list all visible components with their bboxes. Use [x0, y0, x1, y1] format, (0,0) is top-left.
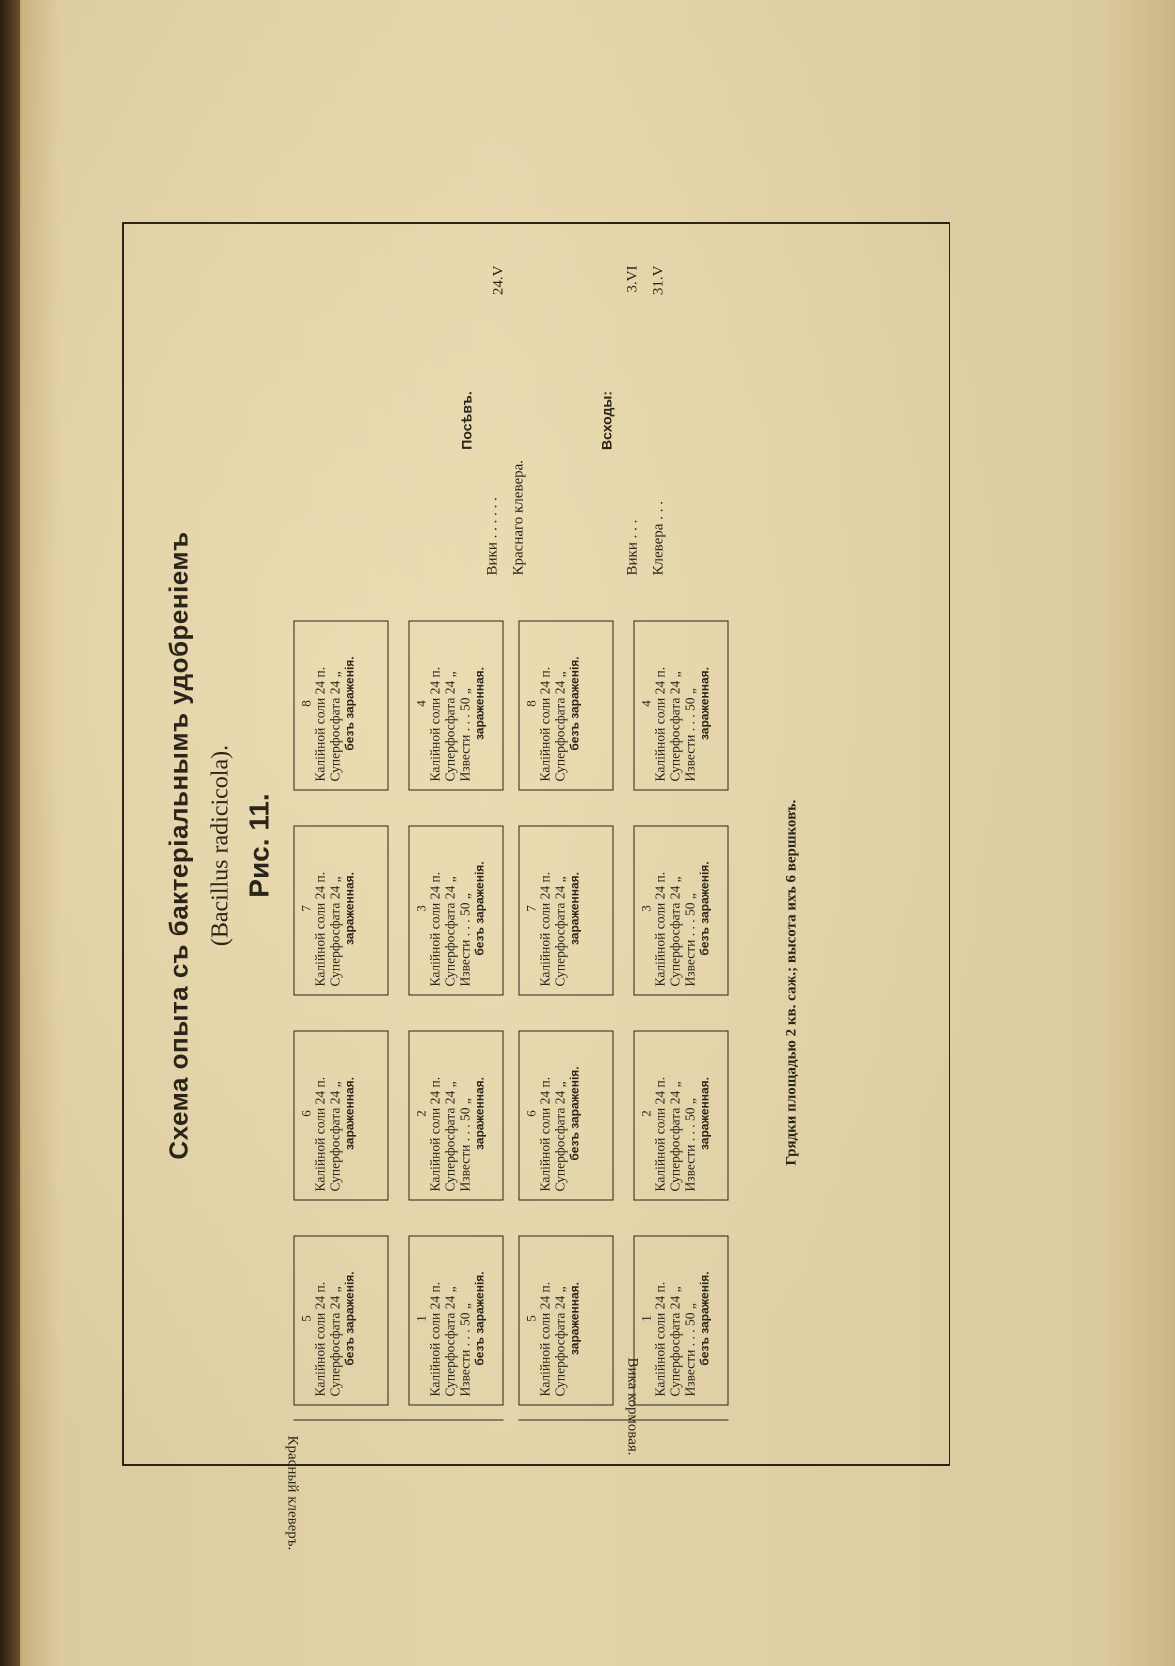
plot-fertilizer-line: Калійной соли 24 п.	[652, 1076, 668, 1192]
plot-fertilizer-line: Суперфосфата 24 „	[442, 671, 458, 782]
plot-fertilizer-line: Калійной соли 24 п.	[652, 871, 668, 987]
plot-number: 3	[638, 905, 654, 912]
plot-fertilizer-line: Суперфосфата 24 „	[442, 1081, 458, 1192]
plot-fertilizer-line: Суперфосфата 24 „	[327, 1286, 343, 1397]
plot-cell	[409, 826, 504, 996]
plot-status: безъ зараженія.	[697, 1271, 712, 1366]
plot-status: зараженная.	[472, 1077, 487, 1151]
plot-fertilizer-line: Калійной соли 24 п.	[652, 666, 668, 782]
plot-fertilizer-line: Суперфосфата 24 „	[667, 1081, 683, 1192]
plot-status: зараженная.	[567, 1282, 582, 1356]
plot-fertilizer-line: Калійной соли 24 п.	[537, 871, 553, 987]
plot-number: 8	[298, 700, 314, 707]
plot-cell	[634, 826, 729, 996]
diagram-title: Схема опыта съ бактеріальнымъ удобреніемъ	[163, 531, 194, 1160]
plot-status: безъ зараженія.	[567, 656, 582, 751]
plot-number: 1	[413, 1315, 429, 1322]
diagram-subtitle: (Bacillus radicicola).	[207, 744, 234, 947]
plot-status: безъ зараженія.	[342, 1271, 357, 1366]
plot-fertilizer-line: Калійной соли 24 п.	[652, 1281, 668, 1397]
plot-fertilizer-line: Калійной соли 24 п.	[312, 1076, 328, 1192]
plot-fertilizer-line: Калійной соли 24 п.	[312, 666, 328, 782]
plot-fertilizer-line: Калійной соли 24 п.	[537, 666, 553, 782]
plot-number: 1	[638, 1315, 654, 1322]
plot-cell	[409, 1236, 504, 1406]
plot-status: безъ зараженія.	[342, 656, 357, 751]
plot-number: 3	[413, 905, 429, 912]
sowing-block	[454, 266, 532, 576]
plot-cell	[294, 1236, 389, 1406]
rotated-diagram	[124, 226, 949, 1551]
shoots-label-clover: Клевера . . .	[650, 501, 667, 576]
plot-number: 6	[523, 1110, 539, 1117]
plot-fertilizer-line: Суперфосфата 24 „	[667, 876, 683, 987]
plot-fertilizer-line: Суперфосфата 24 „	[552, 876, 568, 987]
plot-fertilizer-line: Калійной соли 24 п.	[427, 1076, 443, 1192]
plot-status: зараженная.	[697, 667, 712, 741]
plot-status: безъ зараженія.	[472, 1271, 487, 1366]
plot-fertilizer-line: Суперфосфата 24 „	[552, 1081, 568, 1192]
plot-fertilizer-line: Калійной соли 24 п.	[312, 871, 328, 987]
shoots-date-clover: 31.V	[650, 265, 667, 296]
plot-number: 8	[523, 700, 539, 707]
plot-fertilizer-line: Суперфосфата 24 „	[442, 876, 458, 987]
shoots-row-vetch	[620, 266, 646, 576]
row-label-clover	[284, 1435, 301, 1551]
plot-status: безъ зараженія.	[472, 861, 487, 956]
plot-fertilizer-line: Извести . . . 50 „	[457, 688, 473, 782]
row-label-clover-text: Красный клеверъ.	[284, 1435, 301, 1551]
plot-number: 4	[638, 700, 654, 707]
book-spine	[0, 0, 20, 1666]
plot-cell	[294, 621, 389, 791]
plot-status: безъ зараженія.	[697, 861, 712, 956]
plot-cell	[294, 1031, 389, 1201]
plot-status: зараженная.	[697, 1077, 712, 1151]
sowing-date: 24.V	[490, 265, 507, 296]
plot-cell	[294, 826, 389, 996]
plot-cell	[519, 826, 614, 996]
plot-cell	[634, 1031, 729, 1201]
plot-fertilizer-line: Суперфосфата 24 „	[442, 1286, 458, 1397]
plot-number: 5	[523, 1315, 539, 1322]
plot-number: 2	[638, 1110, 654, 1117]
plot-number: 7	[523, 905, 539, 912]
plot-fertilizer-line: Суперфосфата 24 „	[327, 671, 343, 782]
plot-cell	[409, 621, 504, 791]
plot-cell	[519, 621, 614, 791]
plot-cell	[409, 1031, 504, 1201]
plot-fertilizer-line: Суперфосфата 24 „	[667, 671, 683, 782]
plot-fertilizer-line: Калійной соли 24 п.	[427, 1281, 443, 1397]
plot-fertilizer-line: Суперфосфата 24 „	[552, 1286, 568, 1397]
plot-fertilizer-line: Калійной соли 24 п.	[427, 666, 443, 782]
plot-status: зараженная.	[472, 667, 487, 741]
plot-fertilizer-line: Извести . . . 50 „	[682, 1303, 698, 1397]
plot-fertilizer-line: Извести . . . 50 „	[457, 1303, 473, 1397]
plot-cell	[634, 621, 729, 791]
plot-fertilizer-line: Извести . . . 50 „	[457, 893, 473, 987]
footnote: Грядки площадью 2 кв. саж.; высота ихъ 6 вершковъ.	[783, 799, 800, 1166]
plot-fertilizer-line: Суперфосфата 24 „	[552, 671, 568, 782]
row-label-vetch-text: Вика кормовая.	[624, 1357, 641, 1456]
shoots-row-clover	[646, 266, 672, 576]
plot-number: 4	[413, 700, 429, 707]
plot-fertilizer-line: Суперфосфата 24 „	[327, 876, 343, 987]
plot-cell	[519, 1031, 614, 1201]
plot-number: 6	[298, 1110, 314, 1117]
sowing-header: Посѣвъ.	[458, 391, 475, 450]
plot-fertilizer-line: Калійной соли 24 п.	[427, 871, 443, 987]
row-group-bracket	[294, 1420, 504, 1421]
plot-number: 5	[298, 1315, 314, 1322]
plot-fertilizer-line: Извести . . . 50 „	[682, 893, 698, 987]
plot-fertilizer-line: Калійной соли 24 п.	[312, 1281, 328, 1397]
plot-status: зараженная.	[342, 872, 357, 946]
sowing-item-vetch: Вики . . . . . .	[484, 497, 501, 576]
plot-fertilizer-line: Калійной соли 24 п.	[537, 1076, 553, 1192]
plot-cell	[634, 1236, 729, 1406]
diagram-frame	[122, 222, 950, 1551]
plot-cell	[519, 1236, 614, 1406]
plot-fertilizer-line: Извести . . . 50 „	[682, 1098, 698, 1192]
plot-fertilizer-line: Суперфосфата 24 „	[667, 1286, 683, 1397]
plot-fertilizer-line: Калійной соли 24 п.	[537, 1281, 553, 1397]
shoots-block	[594, 266, 672, 576]
row-label-vetch	[624, 1358, 641, 1456]
plot-status: безъ зараженія.	[567, 1066, 582, 1161]
plot-status: зараженная.	[567, 872, 582, 946]
plot-number: 7	[298, 905, 314, 912]
shoots-header: Всходы:	[598, 390, 615, 451]
plot-fertilizer-line: Суперфосфата 24 „	[327, 1081, 343, 1192]
shoots-label-vetch: Вики . . .	[624, 519, 641, 576]
sowing-item-clover: Краснаго клевера.	[510, 459, 527, 576]
shoots-date-vetch: 3.VI	[624, 265, 641, 293]
plot-fertilizer-line: Извести . . . 50 „	[682, 688, 698, 782]
plot-number: 2	[413, 1110, 429, 1117]
plot-fertilizer-line: Извести . . . 50 „	[457, 1098, 473, 1192]
figure-label: Рис. 11.	[243, 793, 275, 898]
plot-status: зараженная.	[342, 1077, 357, 1151]
